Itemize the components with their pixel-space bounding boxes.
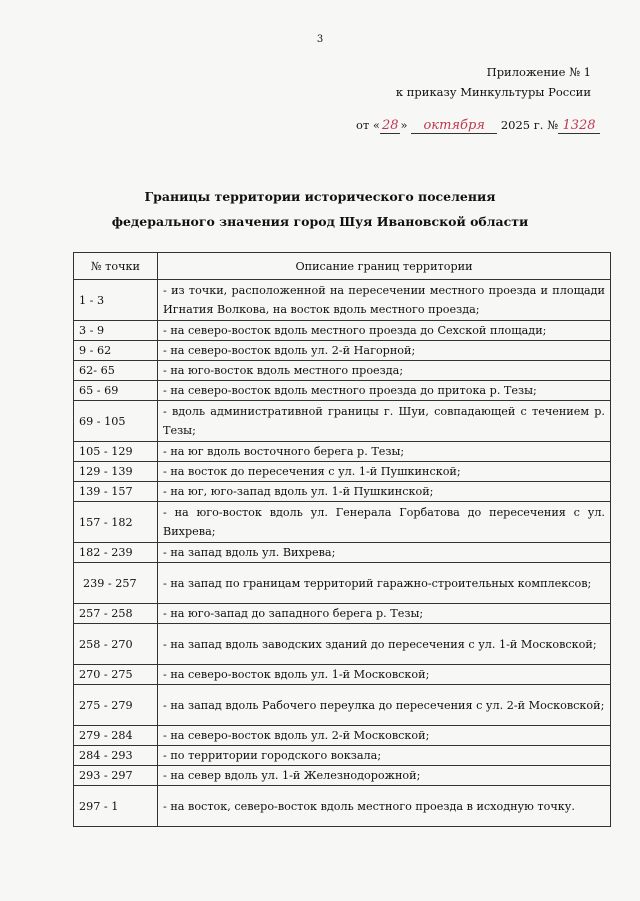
- header-description: Описание границ территории: [158, 253, 611, 280]
- table-row: [74, 563, 611, 604]
- boundary-description-cell: - на юго-восток вдоль ул. Генерала Горбатова до пересечения с ул. Вихрева;: [158, 502, 611, 543]
- table-row: [74, 502, 611, 543]
- table-row: [74, 624, 611, 665]
- boundary-description-cell: - на северо-восток вдоль ул. 2-й Нагорной;: [158, 341, 611, 361]
- handwritten-order-number: 1328: [558, 118, 600, 134]
- boundary-description-cell: - на северо-восток вдоль местного проезда до притока р. Тезы;: [158, 381, 611, 401]
- table-row: [74, 766, 611, 786]
- table-row: [74, 604, 611, 624]
- boundary-description-cell: - на запад вдоль Рабочего переулка до пересечения с ул. 2-й Московской;: [158, 685, 611, 726]
- point-range-cell: 3 - 9: [74, 321, 158, 341]
- page-number: 3: [316, 34, 324, 45]
- boundary-description-cell: - на северо-восток вдоль местного проезда до Сехской площади;: [158, 321, 611, 341]
- appendix-label: Приложение № 1: [486, 65, 591, 79]
- number-prefix: №: [547, 118, 558, 132]
- point-range-cell: 270 - 275: [74, 665, 158, 685]
- table-row: [74, 341, 611, 361]
- table-row: [74, 442, 611, 462]
- table-row: [74, 361, 611, 381]
- point-range-cell: 279 - 284: [74, 726, 158, 746]
- boundary-description-cell: - из точки, расположенной на пересечении местного проезда и площади Игнатия Волкова, на восток вдоль местного проезда;: [158, 280, 611, 321]
- handwritten-month: октября: [411, 118, 497, 134]
- point-range-cell: 182 - 239: [74, 543, 158, 563]
- table-row: [74, 482, 611, 502]
- boundary-description-cell: - на восток до пересечения с ул. 1-й Пушкинской;: [158, 462, 611, 482]
- table-row: [74, 665, 611, 685]
- point-range-cell: 293 - 297: [74, 766, 158, 786]
- point-range-cell: 139 - 157: [74, 482, 158, 502]
- table-row: [74, 280, 611, 321]
- boundary-description-cell: - на запад по границам территорий гаражно-строительных комплексов;: [158, 563, 611, 604]
- boundary-description-cell: - на северо-восток вдоль ул. 2-й Московской;: [158, 726, 611, 746]
- appendix-header: [331, 62, 591, 102]
- table-row: [74, 401, 611, 442]
- handwritten-day: 28: [381, 118, 399, 133]
- point-range-cell: 275 - 279: [74, 685, 158, 726]
- table-row: [74, 726, 611, 746]
- boundary-description-cell: - по территории городского вокзала;: [158, 746, 611, 766]
- document-title: [0, 184, 640, 234]
- header-point-number: № точки: [74, 253, 158, 280]
- boundary-description-cell: - вдоль административной границы г. Шуи, совпадающей с течением р. Тезы;: [158, 401, 611, 442]
- order-reference: к приказу Минкультуры России: [395, 85, 591, 99]
- date-mid: »: [400, 118, 408, 132]
- point-range-cell: 9 - 62: [74, 341, 158, 361]
- boundary-description-cell: - на юг вдоль восточного берега р. Тезы;: [158, 442, 611, 462]
- boundary-description-cell: - на запад вдоль ул. Вихрева;: [158, 543, 611, 563]
- boundary-description-cell: - на восток, северо-восток вдоль местного проезда в исходную точку.: [158, 786, 611, 827]
- point-range-cell: 129 - 139: [74, 462, 158, 482]
- point-range-cell: 284 - 293: [74, 746, 158, 766]
- table-header-row: [74, 253, 611, 280]
- table-row: [74, 321, 611, 341]
- table-row: [74, 685, 611, 726]
- boundary-description-cell: - на юго-запад до западного берега р. Тезы;: [158, 604, 611, 624]
- point-range-cell: 1 - 3: [74, 280, 158, 321]
- table-row: [74, 746, 611, 766]
- point-range-cell: 258 - 270: [74, 624, 158, 665]
- boundary-description-cell: - на север вдоль ул. 1-й Железнодорожной;: [158, 766, 611, 786]
- table-row: [74, 543, 611, 563]
- point-range-cell: 157 - 182: [74, 502, 158, 543]
- title-line-2: федерального значения город Шуя Ивановской области: [111, 214, 529, 229]
- date-year: 2025 г.: [500, 118, 544, 132]
- boundary-description-cell: - на юго-восток вдоль местного проезда;: [158, 361, 611, 381]
- point-range-cell: 297 - 1: [74, 786, 158, 827]
- title-line-1: Границы территории исторического поселения: [144, 189, 496, 204]
- point-range-cell: 105 - 129: [74, 442, 158, 462]
- table-row: [74, 786, 611, 827]
- point-range-cell: 65 - 69: [74, 381, 158, 401]
- point-range-cell: 257 - 258: [74, 604, 158, 624]
- boundary-description-cell: - на северо-восток вдоль ул. 1-й Московской;: [158, 665, 611, 685]
- boundary-description-cell: - на запад вдоль заводских зданий до пересечения с ул. 1-й Московской;: [158, 624, 611, 665]
- point-range-cell: 239 - 257: [74, 563, 158, 604]
- table-row: [74, 462, 611, 482]
- boundary-description-cell: - на юг, юго-запад вдоль ул. 1-й Пушкинской;: [158, 482, 611, 502]
- order-date-line: [356, 118, 600, 134]
- table-row: [74, 381, 611, 401]
- date-prefix: от «: [355, 118, 380, 132]
- point-range-cell: 62- 65: [74, 361, 158, 381]
- point-range-cell: 69 - 105: [74, 401, 158, 442]
- boundaries-table: [73, 252, 611, 827]
